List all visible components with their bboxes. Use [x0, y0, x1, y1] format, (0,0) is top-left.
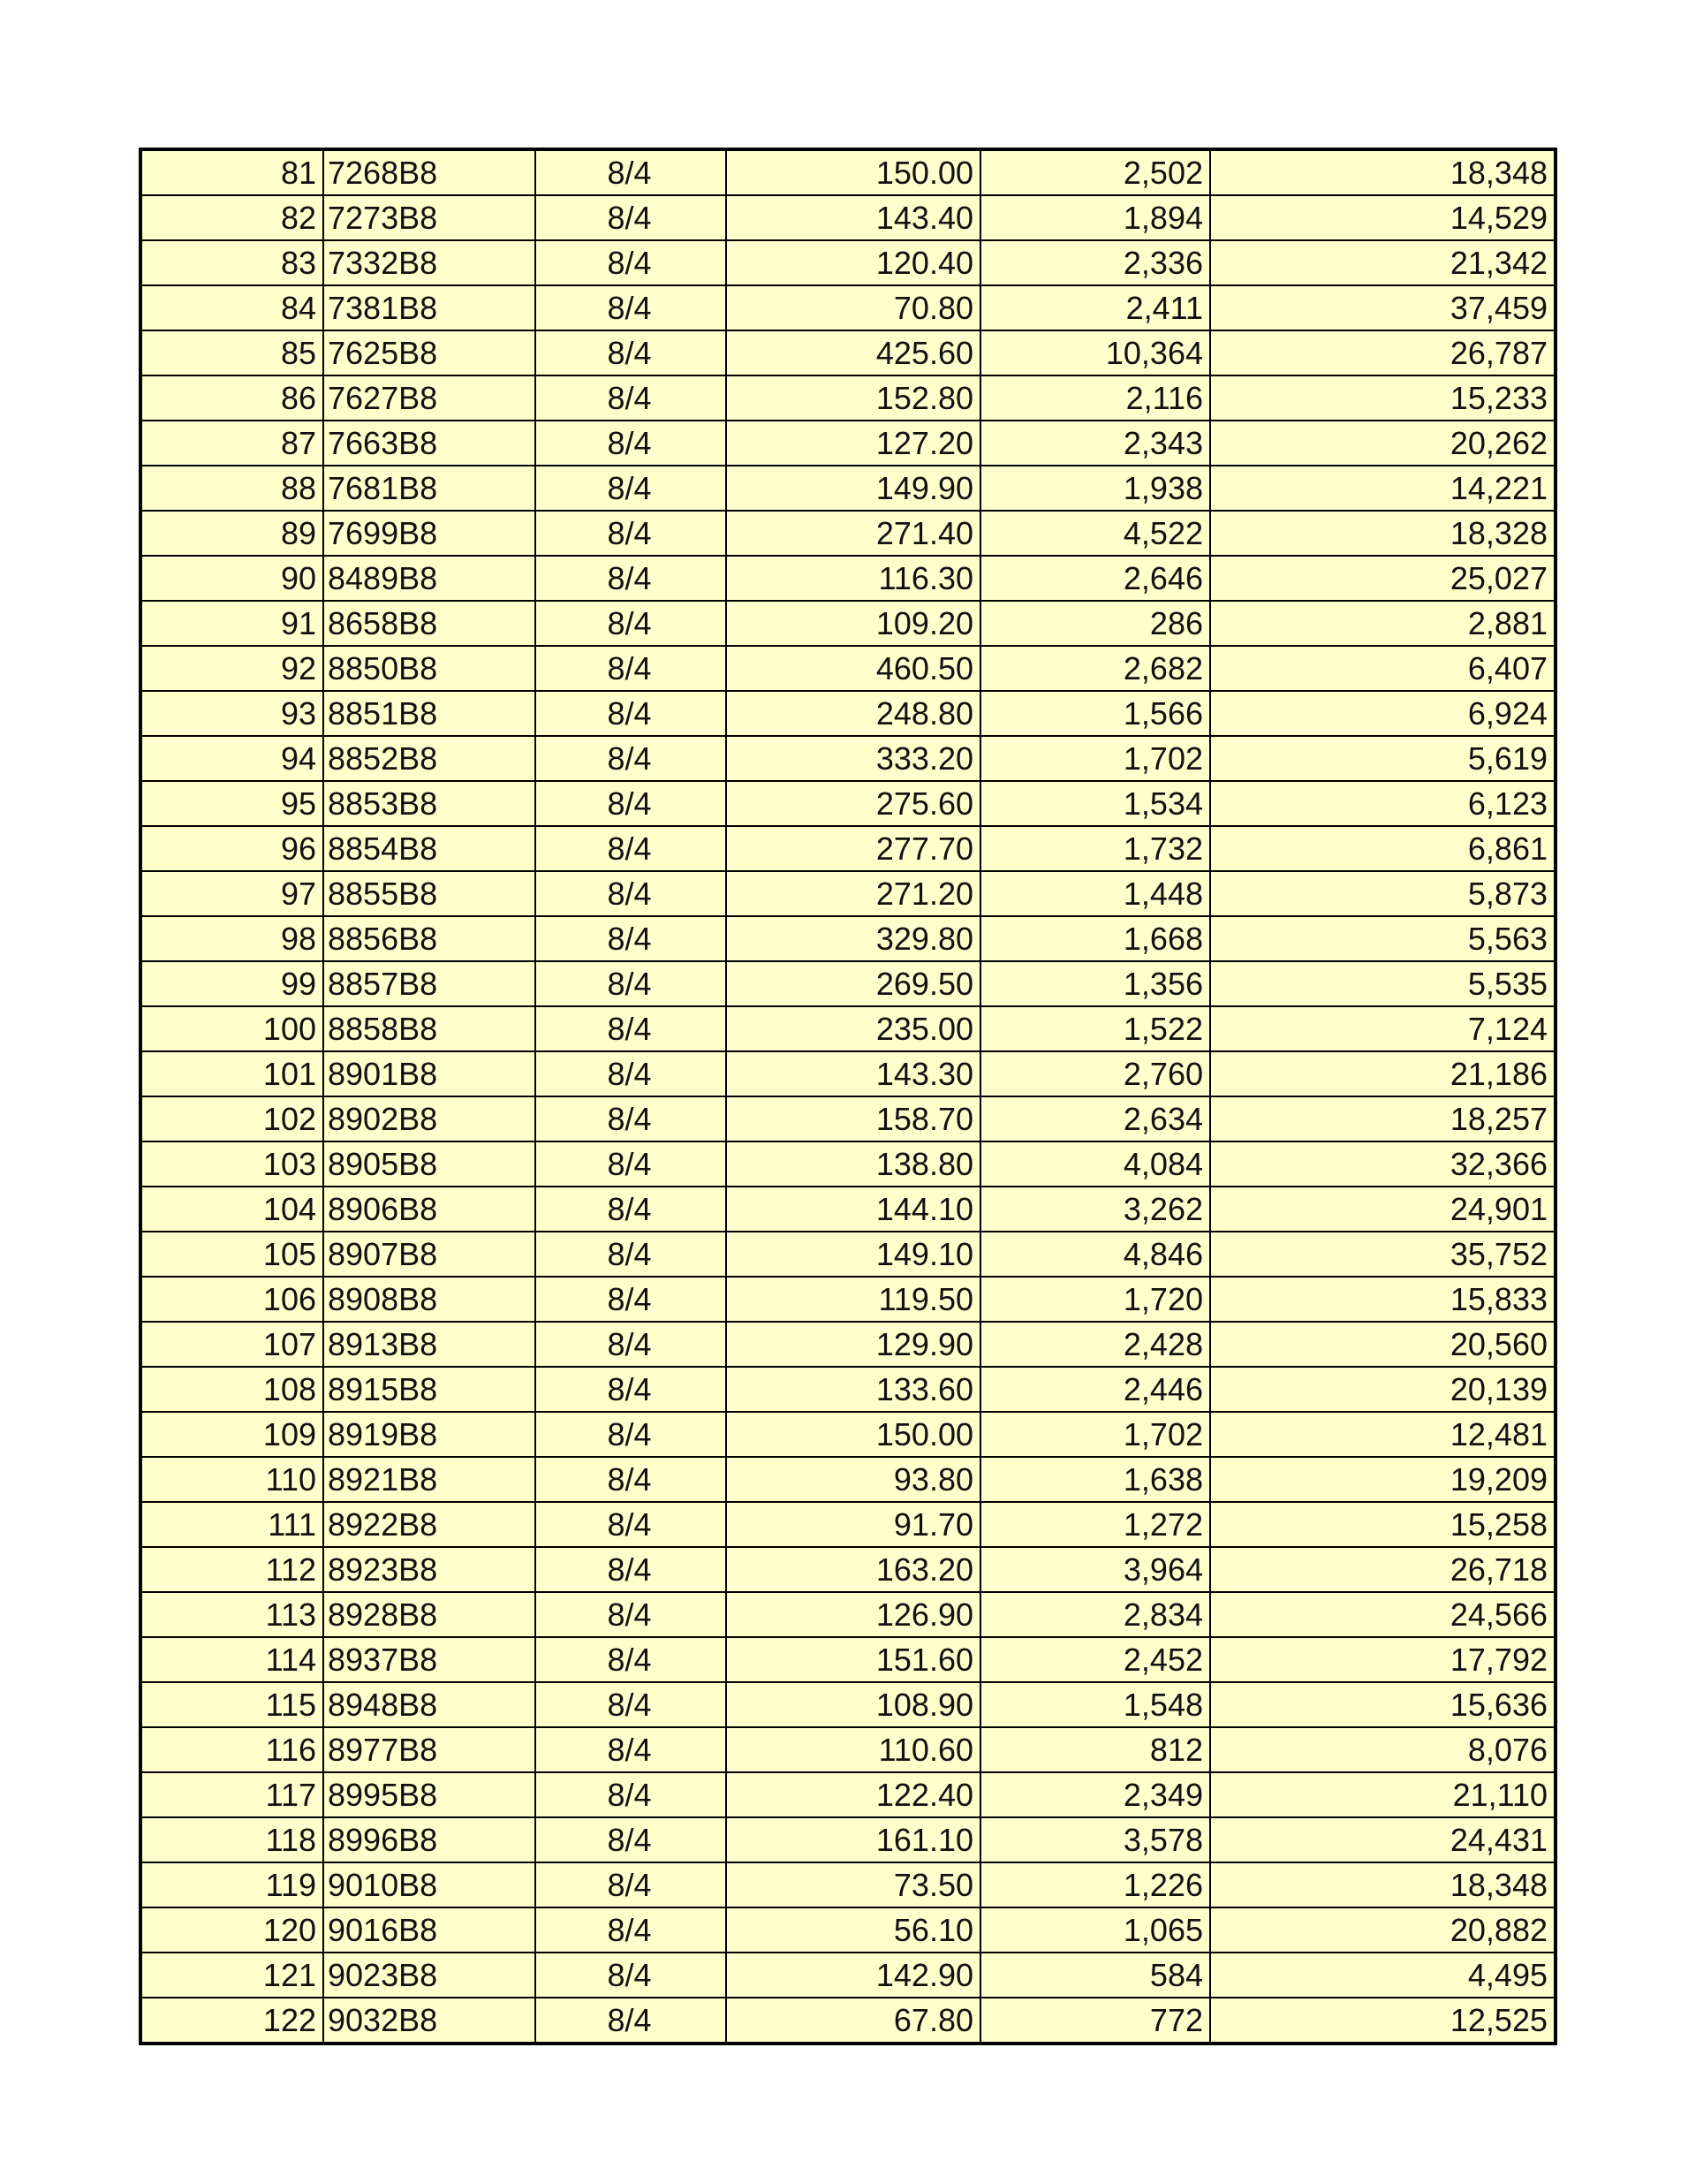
thickness-cell: 8/4 — [535, 1953, 726, 1998]
table-row — [140, 1141, 1556, 1187]
thickness-cell: 8/4 — [535, 736, 726, 781]
table-row — [140, 1502, 1556, 1547]
total-cell: 4,495 — [1210, 1953, 1556, 1998]
thickness-cell: 8/4 — [535, 1187, 726, 1232]
row-number-cell: 111 — [140, 1502, 323, 1547]
total-cell: 35,752 — [1210, 1232, 1556, 1277]
table-row — [140, 1953, 1556, 1998]
row-number-cell: 88 — [140, 466, 323, 511]
total-cell: 20,139 — [1210, 1367, 1556, 1412]
value-cell: 149.10 — [726, 1232, 980, 1277]
item-code-cell: 8995B8 — [323, 1772, 535, 1817]
thickness-cell: 8/4 — [535, 1367, 726, 1412]
quantity-cell: 2,682 — [980, 646, 1210, 691]
item-code-cell: 8921B8 — [323, 1457, 535, 1502]
total-cell: 21,110 — [1210, 1772, 1556, 1817]
quantity-cell: 286 — [980, 601, 1210, 646]
quantity-cell: 2,349 — [980, 1772, 1210, 1817]
value-cell: 119.50 — [726, 1277, 980, 1322]
table-row — [140, 1412, 1556, 1457]
row-number-cell: 107 — [140, 1322, 323, 1367]
total-cell: 12,525 — [1210, 1998, 1556, 2044]
value-cell: 271.20 — [726, 871, 980, 916]
thickness-cell: 8/4 — [535, 1637, 726, 1682]
row-number-cell: 96 — [140, 826, 323, 871]
table-row — [140, 556, 1556, 601]
row-number-cell: 89 — [140, 511, 323, 556]
total-cell: 26,787 — [1210, 330, 1556, 375]
value-cell: 133.60 — [726, 1367, 980, 1412]
row-number-cell: 122 — [140, 1998, 323, 2044]
row-number-cell: 82 — [140, 195, 323, 240]
total-cell: 5,873 — [1210, 871, 1556, 916]
total-cell: 17,792 — [1210, 1637, 1556, 1682]
row-number-cell: 112 — [140, 1547, 323, 1592]
item-code-cell: 8852B8 — [323, 736, 535, 781]
total-cell: 21,186 — [1210, 1051, 1556, 1096]
total-cell: 20,262 — [1210, 421, 1556, 466]
table-row — [140, 1322, 1556, 1367]
value-cell: 110.60 — [726, 1727, 980, 1772]
total-cell: 21,342 — [1210, 240, 1556, 285]
quantity-cell: 1,566 — [980, 691, 1210, 736]
thickness-cell: 8/4 — [535, 1907, 726, 1953]
total-cell: 18,348 — [1210, 1862, 1556, 1907]
table-row — [140, 1547, 1556, 1592]
value-cell: 70.80 — [726, 285, 980, 330]
quantity-cell: 1,638 — [980, 1457, 1210, 1502]
quantity-cell: 2,760 — [980, 1051, 1210, 1096]
row-number-cell: 81 — [140, 149, 323, 195]
thickness-cell: 8/4 — [535, 1457, 726, 1502]
value-cell: 163.20 — [726, 1547, 980, 1592]
value-cell: 329.80 — [726, 916, 980, 961]
total-cell: 20,882 — [1210, 1907, 1556, 1953]
thickness-cell: 8/4 — [535, 149, 726, 195]
item-code-cell: 9023B8 — [323, 1953, 535, 1998]
total-cell: 32,366 — [1210, 1141, 1556, 1187]
quantity-cell: 1,702 — [980, 1412, 1210, 1457]
quantity-cell: 1,702 — [980, 736, 1210, 781]
table-row — [140, 1096, 1556, 1141]
item-code-cell: 8928B8 — [323, 1592, 535, 1637]
thickness-cell: 8/4 — [535, 1096, 726, 1141]
quantity-cell: 1,272 — [980, 1502, 1210, 1547]
table-row — [140, 871, 1556, 916]
quantity-cell: 2,634 — [980, 1096, 1210, 1141]
row-number-cell: 91 — [140, 601, 323, 646]
quantity-cell: 2,343 — [980, 421, 1210, 466]
item-code-cell: 8915B8 — [323, 1367, 535, 1412]
row-number-cell: 102 — [140, 1096, 323, 1141]
value-cell: 93.80 — [726, 1457, 980, 1502]
total-cell: 25,027 — [1210, 556, 1556, 601]
row-number-cell: 99 — [140, 961, 323, 1006]
table-body — [140, 149, 1556, 2044]
value-cell: 122.40 — [726, 1772, 980, 1817]
item-code-cell: 8906B8 — [323, 1187, 535, 1232]
total-cell: 24,901 — [1210, 1187, 1556, 1232]
row-number-cell: 85 — [140, 330, 323, 375]
item-code-cell: 9016B8 — [323, 1907, 535, 1953]
thickness-cell: 8/4 — [535, 1006, 726, 1051]
table-row — [140, 330, 1556, 375]
table-row — [140, 1051, 1556, 1096]
item-code-cell: 8913B8 — [323, 1322, 535, 1367]
thickness-cell: 8/4 — [535, 1051, 726, 1096]
quantity-cell: 1,732 — [980, 826, 1210, 871]
quantity-cell: 1,065 — [980, 1907, 1210, 1953]
quantity-cell: 2,116 — [980, 375, 1210, 421]
value-cell: 460.50 — [726, 646, 980, 691]
table-row — [140, 1682, 1556, 1727]
value-cell: 235.00 — [726, 1006, 980, 1051]
value-cell: 142.90 — [726, 1953, 980, 1998]
item-code-cell: 8853B8 — [323, 781, 535, 826]
row-number-cell: 121 — [140, 1953, 323, 1998]
table-row — [140, 240, 1556, 285]
row-number-cell: 114 — [140, 1637, 323, 1682]
total-cell: 15,636 — [1210, 1682, 1556, 1727]
row-number-cell: 94 — [140, 736, 323, 781]
item-code-cell: 8905B8 — [323, 1141, 535, 1187]
table-row — [140, 1727, 1556, 1772]
value-cell: 138.80 — [726, 1141, 980, 1187]
item-code-cell: 8996B8 — [323, 1817, 535, 1862]
quantity-cell: 1,548 — [980, 1682, 1210, 1727]
quantity-cell: 1,448 — [980, 871, 1210, 916]
row-number-cell: 87 — [140, 421, 323, 466]
table-row — [140, 646, 1556, 691]
quantity-cell: 772 — [980, 1998, 1210, 2044]
table-row — [140, 1817, 1556, 1862]
thickness-cell: 8/4 — [535, 195, 726, 240]
item-code-cell: 8489B8 — [323, 556, 535, 601]
table-row — [140, 1367, 1556, 1412]
item-code-cell: 9032B8 — [323, 1998, 535, 2044]
value-cell: 277.70 — [726, 826, 980, 871]
table-row — [140, 1187, 1556, 1232]
item-code-cell: 8923B8 — [323, 1547, 535, 1592]
value-cell: 129.90 — [726, 1322, 980, 1367]
value-cell: 271.40 — [726, 511, 980, 556]
total-cell: 15,833 — [1210, 1277, 1556, 1322]
item-code-cell: 7627B8 — [323, 375, 535, 421]
total-cell: 6,123 — [1210, 781, 1556, 826]
item-code-cell: 8850B8 — [323, 646, 535, 691]
value-cell: 150.00 — [726, 149, 980, 195]
thickness-cell: 8/4 — [535, 1592, 726, 1637]
thickness-cell: 8/4 — [535, 1277, 726, 1322]
item-code-cell: 8658B8 — [323, 601, 535, 646]
row-number-cell: 90 — [140, 556, 323, 601]
table-row — [140, 601, 1556, 646]
quantity-cell: 1,894 — [980, 195, 1210, 240]
thickness-cell: 8/4 — [535, 646, 726, 691]
quantity-cell: 812 — [980, 1727, 1210, 1772]
quantity-cell: 2,428 — [980, 1322, 1210, 1367]
thickness-cell: 8/4 — [535, 375, 726, 421]
total-cell: 2,881 — [1210, 601, 1556, 646]
item-code-cell: 8855B8 — [323, 871, 535, 916]
quantity-cell: 584 — [980, 1953, 1210, 1998]
total-cell: 5,535 — [1210, 961, 1556, 1006]
value-cell: 333.20 — [726, 736, 980, 781]
quantity-cell: 1,226 — [980, 1862, 1210, 1907]
value-cell: 56.10 — [726, 1907, 980, 1953]
item-code-cell: 8856B8 — [323, 916, 535, 961]
thickness-cell: 8/4 — [535, 826, 726, 871]
row-number-cell: 103 — [140, 1141, 323, 1187]
item-code-cell: 8902B8 — [323, 1096, 535, 1141]
quantity-cell: 1,668 — [980, 916, 1210, 961]
thickness-cell: 8/4 — [535, 556, 726, 601]
thickness-cell: 8/4 — [535, 1322, 726, 1367]
quantity-cell: 10,364 — [980, 330, 1210, 375]
row-number-cell: 106 — [140, 1277, 323, 1322]
row-number-cell: 104 — [140, 1187, 323, 1232]
table-row — [140, 1907, 1556, 1953]
item-code-cell: 7625B8 — [323, 330, 535, 375]
thickness-cell: 8/4 — [535, 1232, 726, 1277]
row-number-cell: 120 — [140, 1907, 323, 1953]
table-row — [140, 1006, 1556, 1051]
total-cell: 19,209 — [1210, 1457, 1556, 1502]
value-cell: 144.10 — [726, 1187, 980, 1232]
value-cell: 151.60 — [726, 1637, 980, 1682]
row-number-cell: 109 — [140, 1412, 323, 1457]
thickness-cell: 8/4 — [535, 916, 726, 961]
thickness-cell: 8/4 — [535, 285, 726, 330]
table-row — [140, 1277, 1556, 1322]
quantity-cell: 2,336 — [980, 240, 1210, 285]
value-cell: 109.20 — [726, 601, 980, 646]
row-number-cell: 95 — [140, 781, 323, 826]
total-cell: 14,529 — [1210, 195, 1556, 240]
item-code-cell: 7699B8 — [323, 511, 535, 556]
row-number-cell: 83 — [140, 240, 323, 285]
total-cell: 6,407 — [1210, 646, 1556, 691]
value-cell: 143.30 — [726, 1051, 980, 1096]
row-number-cell: 98 — [140, 916, 323, 961]
item-code-cell: 8854B8 — [323, 826, 535, 871]
table-row — [140, 916, 1556, 961]
total-cell: 5,619 — [1210, 736, 1556, 781]
value-cell: 143.40 — [726, 195, 980, 240]
thickness-cell: 8/4 — [535, 601, 726, 646]
quantity-cell: 4,846 — [980, 1232, 1210, 1277]
table-row — [140, 421, 1556, 466]
quantity-cell: 3,262 — [980, 1187, 1210, 1232]
thickness-cell: 8/4 — [535, 421, 726, 466]
thickness-cell: 8/4 — [535, 871, 726, 916]
total-cell: 5,563 — [1210, 916, 1556, 961]
table-row — [140, 1998, 1556, 2044]
thickness-cell: 8/4 — [535, 1862, 726, 1907]
thickness-cell: 8/4 — [535, 781, 726, 826]
total-cell: 24,431 — [1210, 1817, 1556, 1862]
value-cell: 149.90 — [726, 466, 980, 511]
item-code-cell: 8977B8 — [323, 1727, 535, 1772]
thickness-cell: 8/4 — [535, 240, 726, 285]
thickness-cell: 8/4 — [535, 511, 726, 556]
total-cell: 7,124 — [1210, 1006, 1556, 1051]
row-number-cell: 101 — [140, 1051, 323, 1096]
row-number-cell: 118 — [140, 1817, 323, 1862]
table-row — [140, 375, 1556, 421]
value-cell: 67.80 — [726, 1998, 980, 2044]
row-number-cell: 115 — [140, 1682, 323, 1727]
table-row — [140, 1862, 1556, 1907]
value-cell: 275.60 — [726, 781, 980, 826]
value-cell: 425.60 — [726, 330, 980, 375]
value-cell: 91.70 — [726, 1502, 980, 1547]
table-row — [140, 691, 1556, 736]
value-cell: 161.10 — [726, 1817, 980, 1862]
table-row — [140, 781, 1556, 826]
item-code-cell: 8901B8 — [323, 1051, 535, 1096]
total-cell: 26,718 — [1210, 1547, 1556, 1592]
row-number-cell: 86 — [140, 375, 323, 421]
value-cell: 120.40 — [726, 240, 980, 285]
total-cell: 6,861 — [1210, 826, 1556, 871]
total-cell: 12,481 — [1210, 1412, 1556, 1457]
item-code-cell: 8948B8 — [323, 1682, 535, 1727]
quantity-cell: 1,522 — [980, 1006, 1210, 1051]
value-cell: 152.80 — [726, 375, 980, 421]
item-code-cell: 8919B8 — [323, 1412, 535, 1457]
value-cell: 248.80 — [726, 691, 980, 736]
quantity-cell: 2,411 — [980, 285, 1210, 330]
table-row — [140, 1637, 1556, 1682]
total-cell: 6,924 — [1210, 691, 1556, 736]
total-cell: 37,459 — [1210, 285, 1556, 330]
value-cell: 126.90 — [726, 1592, 980, 1637]
value-cell: 116.30 — [726, 556, 980, 601]
thickness-cell: 8/4 — [535, 1998, 726, 2044]
table-row — [140, 195, 1556, 240]
row-number-cell: 119 — [140, 1862, 323, 1907]
thickness-cell: 8/4 — [535, 1502, 726, 1547]
total-cell: 18,348 — [1210, 149, 1556, 195]
item-code-cell: 7663B8 — [323, 421, 535, 466]
item-code-cell: 7332B8 — [323, 240, 535, 285]
quantity-cell: 2,446 — [980, 1367, 1210, 1412]
row-number-cell: 100 — [140, 1006, 323, 1051]
item-code-cell: 8908B8 — [323, 1277, 535, 1322]
quantity-cell: 1,720 — [980, 1277, 1210, 1322]
item-code-cell: 7268B8 — [323, 149, 535, 195]
row-number-cell: 93 — [140, 691, 323, 736]
row-number-cell: 84 — [140, 285, 323, 330]
quantity-cell: 2,502 — [980, 149, 1210, 195]
thickness-cell: 8/4 — [535, 691, 726, 736]
total-cell: 24,566 — [1210, 1592, 1556, 1637]
row-number-cell: 116 — [140, 1727, 323, 1772]
item-code-cell: 8851B8 — [323, 691, 535, 736]
quantity-cell: 1,938 — [980, 466, 1210, 511]
thickness-cell: 8/4 — [535, 1727, 726, 1772]
row-number-cell: 105 — [140, 1232, 323, 1277]
value-cell: 269.50 — [726, 961, 980, 1006]
thickness-cell: 8/4 — [535, 961, 726, 1006]
table-row — [140, 285, 1556, 330]
value-cell: 150.00 — [726, 1412, 980, 1457]
thickness-cell: 8/4 — [535, 1547, 726, 1592]
thickness-cell: 8/4 — [535, 466, 726, 511]
data-table — [139, 148, 1557, 2045]
item-code-cell: 9010B8 — [323, 1862, 535, 1907]
row-number-cell: 113 — [140, 1592, 323, 1637]
thickness-cell: 8/4 — [535, 1817, 726, 1862]
thickness-cell: 8/4 — [535, 1141, 726, 1187]
thickness-cell: 8/4 — [535, 1682, 726, 1727]
table-row — [140, 511, 1556, 556]
value-cell: 158.70 — [726, 1096, 980, 1141]
total-cell: 18,328 — [1210, 511, 1556, 556]
value-cell: 127.20 — [726, 421, 980, 466]
item-code-cell: 7273B8 — [323, 195, 535, 240]
row-number-cell: 108 — [140, 1367, 323, 1412]
item-code-cell: 8857B8 — [323, 961, 535, 1006]
value-cell: 73.50 — [726, 1862, 980, 1907]
total-cell: 20,560 — [1210, 1322, 1556, 1367]
value-cell: 108.90 — [726, 1682, 980, 1727]
quantity-cell: 1,534 — [980, 781, 1210, 826]
quantity-cell: 1,356 — [980, 961, 1210, 1006]
total-cell: 15,233 — [1210, 375, 1556, 421]
table-row — [140, 1232, 1556, 1277]
table-row — [140, 1772, 1556, 1817]
table-row — [140, 826, 1556, 871]
table-row — [140, 1457, 1556, 1502]
quantity-cell: 4,084 — [980, 1141, 1210, 1187]
quantity-cell: 2,834 — [980, 1592, 1210, 1637]
item-code-cell: 8858B8 — [323, 1006, 535, 1051]
quantity-cell: 2,452 — [980, 1637, 1210, 1682]
row-number-cell: 97 — [140, 871, 323, 916]
row-number-cell: 110 — [140, 1457, 323, 1502]
item-code-cell: 7681B8 — [323, 466, 535, 511]
thickness-cell: 8/4 — [535, 1412, 726, 1457]
item-code-cell: 8937B8 — [323, 1637, 535, 1682]
row-number-cell: 92 — [140, 646, 323, 691]
row-number-cell: 117 — [140, 1772, 323, 1817]
table-row — [140, 961, 1556, 1006]
table-row — [140, 466, 1556, 511]
quantity-cell: 2,646 — [980, 556, 1210, 601]
item-code-cell: 7381B8 — [323, 285, 535, 330]
total-cell: 15,258 — [1210, 1502, 1556, 1547]
quantity-cell: 4,522 — [980, 511, 1210, 556]
thickness-cell: 8/4 — [535, 330, 726, 375]
total-cell: 18,257 — [1210, 1096, 1556, 1141]
item-code-cell: 8907B8 — [323, 1232, 535, 1277]
table-row — [140, 149, 1556, 195]
quantity-cell: 3,964 — [980, 1547, 1210, 1592]
table-row — [140, 1592, 1556, 1637]
total-cell: 8,076 — [1210, 1727, 1556, 1772]
thickness-cell: 8/4 — [535, 1772, 726, 1817]
table-row — [140, 736, 1556, 781]
total-cell: 14,221 — [1210, 466, 1556, 511]
quantity-cell: 3,578 — [980, 1817, 1210, 1862]
item-code-cell: 8922B8 — [323, 1502, 535, 1547]
